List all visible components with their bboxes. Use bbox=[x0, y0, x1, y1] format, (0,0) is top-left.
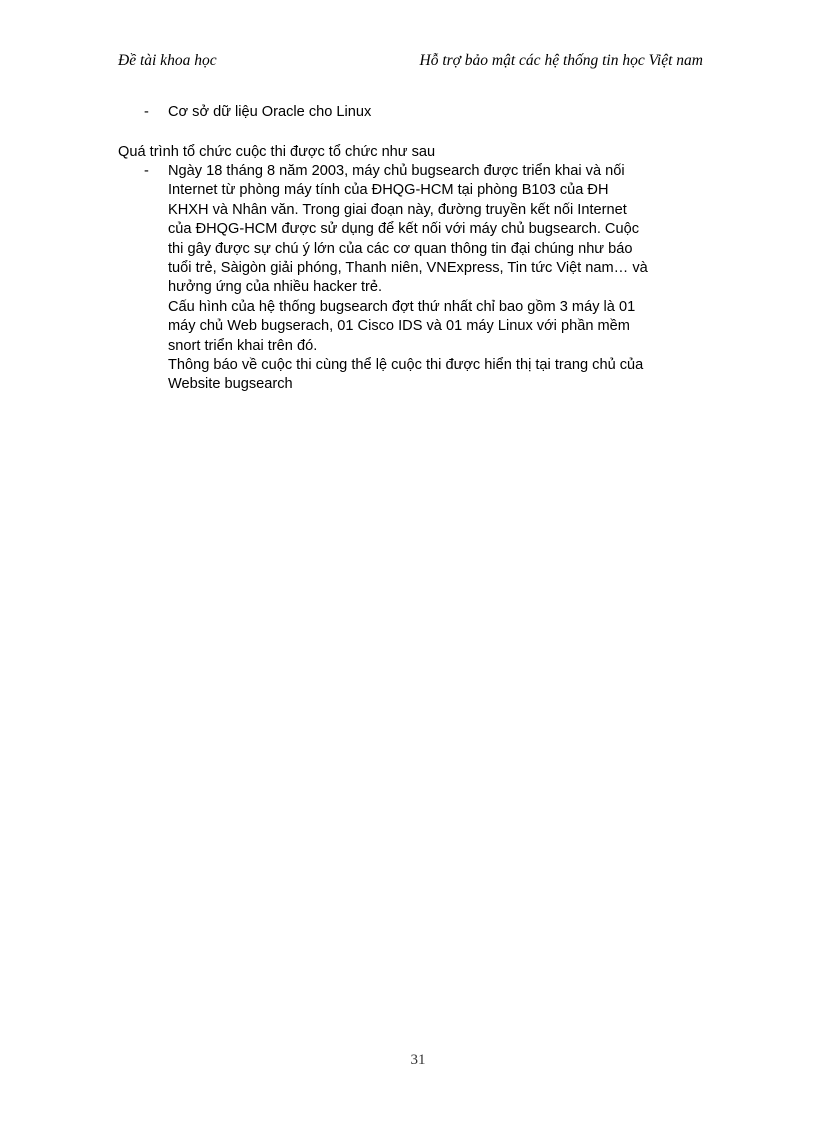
text-line: tuổi trẻ, Sàigòn giải phóng, Thanh niên, VNExpress, Tin tức Việt nam… và bbox=[168, 260, 648, 277]
header-right-title: Hỗ trợ bảo mật các hệ thống tin học Việt nam bbox=[419, 52, 703, 69]
text-line: Cơ sở dữ liệu Oracle cho Linux bbox=[168, 104, 372, 120]
text-line: Internet từ phòng máy tính của ĐHQG-HCM tại phòng B103 của ĐH bbox=[168, 182, 609, 199]
text-line: hưởng ứng của nhiều hacker trẻ. bbox=[168, 279, 383, 296]
text-line: máy chủ Web bugserach, 01 Cisco IDS và 01 máy Linux với phần mềm bbox=[168, 318, 630, 335]
header-left-title: Đề tài khoa học bbox=[118, 52, 217, 69]
text-line: Thông báo về cuộc thi cùng thể lệ cuộc thi được hiển thị tại trang chủ của bbox=[168, 357, 644, 374]
page-header bbox=[118, 52, 703, 74]
text-line: snort triển khai trên đó. bbox=[168, 337, 318, 354]
dash-bullet: - bbox=[144, 163, 149, 179]
text-line: KHXH và Nhân văn. Trong giai đoạn này, đường truyền kết nối Internet bbox=[168, 201, 627, 218]
page-number: 31 bbox=[410, 1052, 426, 1068]
intro-paragraph: Quá trình tổ chức cuộc thi được tổ chức như sau bbox=[118, 144, 436, 160]
bullet-item-text bbox=[168, 103, 703, 122]
dash-bullet: - bbox=[144, 104, 149, 120]
text-line: Cấu hình của hệ thống bugsearch đợt thứ nhất chỉ bao gồm 3 máy là 01 bbox=[168, 298, 636, 315]
text-line: Website bugsearch bbox=[168, 376, 293, 393]
text-line: thi gây được sự chú ý lớn của các cơ quan thông tin đại chúng như báo bbox=[168, 240, 633, 257]
bullet-item-text bbox=[168, 162, 703, 395]
text-line: Ngày 18 tháng 8 năm 2003, máy chủ bugsearch được triển khai và nối bbox=[168, 163, 625, 179]
text-line: của ĐHQG-HCM được sử dụng để kết nối với máy chủ bugsearch. Cuộc bbox=[168, 221, 640, 238]
